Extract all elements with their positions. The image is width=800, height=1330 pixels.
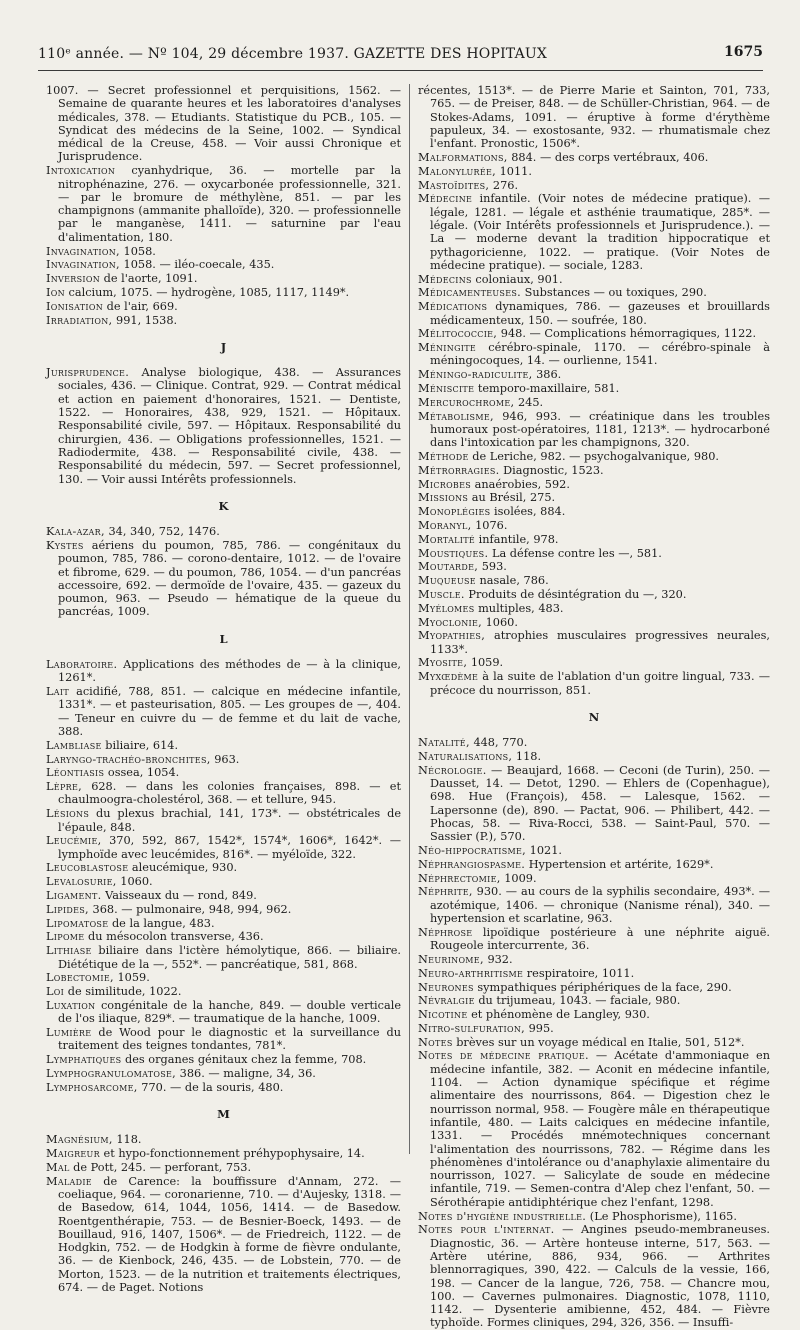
- entry-headword: Naturalisations,: [418, 749, 513, 763]
- index-entry: [418, 1210, 770, 1223]
- index-entry: [418, 629, 770, 656]
- entry-text: Hypertension et artérite, 1629*.: [528, 857, 714, 871]
- entry-text: de l'aorte, 1091.: [103, 272, 198, 286]
- entry-text: du mésocolon transverse, 436.: [88, 930, 264, 944]
- entry-headword: Méthode: [418, 450, 469, 464]
- entry-headword: Méniscite: [418, 382, 475, 396]
- entry-text: atrophies musculaires progressives neurales, 1133*.: [430, 629, 771, 656]
- index-entry: [46, 286, 401, 299]
- index-entry: [418, 616, 770, 629]
- index-entry: [418, 858, 770, 871]
- index-entry: [46, 944, 401, 971]
- entry-text: anaérobies, 592.: [474, 477, 570, 491]
- entry-headword: Magnésium,: [46, 1133, 113, 1147]
- index-entry: [46, 753, 401, 766]
- entry-text: des organes génitaux chez la femme, 708.: [125, 1053, 367, 1067]
- entry-text: 884. — des corps vertébraux, 406.: [511, 150, 709, 164]
- entry-headword: Néphrangiospasme.: [418, 857, 526, 871]
- entry-text: et hypo-fonctionnement préhypophysaire, 14.: [103, 1147, 365, 1161]
- index-entry: [46, 903, 401, 916]
- index-entry: [46, 245, 401, 258]
- entry-headword: Moustiques.: [418, 546, 489, 560]
- entry-text: — Beaujard, 1668. — Ceconi (de Turin), 250. — Dausset, 14. — Detot, 1290. — Ehlers de (Copenhague), 698. Hue (François), 458. — Lalesque, 1562. — Lapersonne (de), 890. — Pactat, 906. — Philibert, 442. — Phocas, 58. — Riva-Rocci, 538. — Saint-Paul, 570. — Sassier (P.), 570.: [430, 763, 770, 844]
- index-entry: [46, 1053, 401, 1066]
- entry-text: Analyse biologique, 438. — Assurances sociales, 436. — Clinique. Contrat, 929. — Contrat médical et action en paiement d'honoraires, 1521. — Dentiste, 1522. — Honoraires, 438, 929, 1521. — Hôpitaux. Responsabilité civile, 597. — Hôpitaux. Responsabilité du chirurgien, 436. — Obligations professionnelles, 1521. — Radiodermite, 438. — Responsabilité civile, 438. — Responsabilité du médecin, 597. — Secret professionnel, 130. — Voir aussi Intérêts professionnels.: [58, 366, 401, 486]
- index-entry: [46, 766, 401, 779]
- index-entry: [418, 736, 770, 749]
- entry-headword: Intoxication: [46, 164, 116, 178]
- index-entry: [46, 314, 401, 327]
- entry-headword: Myxœdème: [418, 670, 479, 684]
- entry-text: de Carence: la bouffissure d'Annam, 272. — coeliaque, 964. — coronarienne, 710. — d'Aujesky, 1318. — de Basedow, 614, 1044, 1056, 1414. — de Basedow. Roentgenthérapie, 753. — de Besnier-Boeck, 1493. — de Bouillaud, 916, 1407, 1506*. — de Friedreich, 1122. — de Hodgkin, 752. — de Hodgkin à forme de fièvre ondulante, 36. — de Kienbock, 246, 435. — de Lobstein, 770. — de Morton, 1523. — de la nutrition et traitements électriques, 674. — de Paget. Notions: [58, 1174, 402, 1295]
- entry-text: au Brésil, 275.: [471, 491, 556, 505]
- entry-text: 386. — maligne, 34, 36.: [179, 1066, 316, 1080]
- index-entry: [418, 368, 770, 381]
- entry-headword: Myopathies,: [418, 629, 486, 643]
- entry-text: 386.: [536, 368, 562, 382]
- header-issue-line: 110ᵉ année. — Nº 104, 29 décembre 1937. GAZETTE DES HOPITAUX: [38, 46, 548, 62]
- index-entry: [418, 1223, 770, 1329]
- entry-text: cérébro-spinale, 1170. — cérébro-spinale à méningocoques, 14. — ourlienne, 1541.: [430, 341, 770, 368]
- entry-text: infantile, 978.: [478, 532, 559, 546]
- entry-headword: Leucoblastose: [46, 861, 129, 875]
- entry-text: 34, 340, 752, 1476.: [108, 525, 220, 539]
- entry-headword: Lipomatose: [46, 916, 109, 930]
- entry-headword: Moranyl,: [418, 519, 472, 532]
- running-header: [38, 44, 763, 71]
- entry-text: 1021.: [529, 844, 562, 858]
- index-entry: [46, 834, 401, 861]
- entry-text: La défense contre les —, 581.: [491, 546, 662, 560]
- entry-headword: Lésions: [46, 807, 90, 821]
- entry-headword: Neurones: [418, 980, 474, 994]
- entry-headword: Kystes: [46, 538, 84, 552]
- entry-headword: Natalité,: [418, 736, 470, 750]
- entry-headword: Monoplégies: [418, 505, 491, 519]
- entry-text: 1076.: [475, 519, 508, 532]
- entry-text: cyanhydrique, 36. — mortelle par la nitrophénazine, 276. — oxycarbonée professionnelle, 321. — par le bromure de méthylène, 851. — par les champignons (ammanite phalloïde), 320. — professionnelle par le manganèse, 1411. — saturnine par l'eau d'alimentation, 180.: [58, 164, 402, 244]
- entry-text: aleucémique, 930.: [131, 861, 238, 875]
- section-letter: J: [220, 339, 227, 354]
- index-entry: [418, 179, 770, 192]
- index-entry: [418, 505, 770, 518]
- section-letter: K: [218, 498, 229, 513]
- entry-text: de la langue, 483.: [111, 916, 215, 930]
- entry-text: récentes, 1513*. — de Pierre Marie et Sainton, 701, 733, 765. — de Preiser, 848. — de Schüller-Christian, 964. — de Stokes-Adams, 1091. — éruptive à forme d'érythème papuleux, 34. — exostosante, 932. — rhumatismale chez l'enfant. Pronostic, 1506*.: [418, 84, 770, 151]
- entry-text: 930. — au cours de la syphilis secondaire, 493*. — azotémique, 1406. — chronique (Nanisme rénal), 340. — hypertension et scarlatine, 963.: [430, 885, 770, 926]
- entry-text: 118.: [116, 1133, 142, 1147]
- entry-headword: Maigreur: [46, 1147, 100, 1161]
- section-letter: L: [219, 631, 228, 646]
- entry-headword: Mastoïdites,: [418, 178, 490, 192]
- entry-text: 1009.: [504, 871, 537, 885]
- section-letter: N: [588, 709, 600, 724]
- index-entry: [418, 1049, 770, 1209]
- entry-headword: Lymphosarcome,: [46, 1080, 138, 1094]
- entry-text: — Angines pseudo-membraneuses. Diagnostic, 36. — Artère honteuse interne, 517, 563. — Artère utérine, 886, 934, 966. — Arthrites blennorragiques, 390, 422. — Calculs de la vessie, 166, 198. — Cancer de la langue, 726, 758. — Chancre mou, 100. — Cavernes pulmonaires. Diagnostic, 1078, 1110, 1142. — Dysenterie amibienne, 452, 484. — Fièvre typhoïde. Formes cliniques, 294, 326, 356. — Insuffi-: [430, 1223, 770, 1330]
- entry-text: congénitale de la hanche, 849. — double verticale de l'os iliaque, 829*. — traumatique de la hanche, 1009.: [58, 998, 402, 1026]
- entry-headword: Inversion: [46, 272, 101, 286]
- index-entry: [418, 1008, 770, 1021]
- entry-headword: Lait: [46, 685, 69, 699]
- entry-text: 948. — Complications hémorragiques, 1122.: [500, 327, 757, 341]
- index-entry: [418, 1036, 770, 1049]
- index-entry: [418, 273, 770, 286]
- column-divider: [409, 84, 410, 1154]
- index-entry: [418, 382, 770, 395]
- entry-text: 1058. — iléo-coecale, 435.: [123, 258, 275, 272]
- entry-headword: Neurinome,: [418, 952, 484, 966]
- entry-headword: Laryngo-trachéo-bronchites,: [46, 752, 211, 766]
- index-entry: [418, 478, 770, 491]
- entry-headword: Mélitococcie,: [418, 327, 498, 341]
- entry-headword: Malonylurée,: [418, 164, 497, 178]
- entry-text: 448, 770.: [473, 736, 528, 750]
- index-entry: [46, 84, 401, 164]
- index-entry: [46, 300, 401, 313]
- index-entry: [418, 192, 770, 272]
- entry-headword: Mercurochrome,: [418, 395, 515, 409]
- entry-headword: Lobectomie,: [46, 971, 114, 985]
- entry-text: 1058.: [123, 244, 156, 258]
- entry-headword: Notes d'hygiène industrielle.: [418, 1209, 587, 1223]
- entry-text: biliaire dans l'ictère hémolytique, 866. — biliaire. Diététique de la —, 552*. — pancréatique, 581, 868.: [58, 944, 401, 971]
- index-entry: [418, 464, 770, 477]
- index-entry: [418, 165, 770, 178]
- index-entry: [418, 410, 770, 450]
- entry-headword: Lambliase: [46, 738, 102, 752]
- index-entry: [418, 533, 770, 546]
- index-entry: [46, 861, 401, 874]
- entry-text: multiples, 483.: [478, 601, 564, 615]
- index-entry: [46, 971, 401, 984]
- index-entry: [418, 953, 770, 966]
- entry-headword: Muscle.: [418, 587, 465, 601]
- index-entry: [46, 539, 401, 619]
- entry-text: 770. — de la souris, 480.: [141, 1080, 284, 1094]
- entry-text: 245.: [517, 395, 544, 409]
- index-entry: [418, 981, 770, 994]
- entry-text: nasale, 786.: [479, 574, 549, 588]
- index-entry: [46, 917, 401, 930]
- page-number: 1675: [724, 44, 763, 60]
- entry-text: 1059.: [470, 656, 504, 670]
- entry-headword: Léontiasis: [46, 766, 105, 780]
- index-entry: [46, 875, 401, 888]
- entry-headword: Nécrologie.: [418, 763, 487, 777]
- index-entry: [46, 1133, 401, 1146]
- index-entry: [418, 341, 770, 368]
- entry-headword: Invagination,: [46, 258, 120, 272]
- entry-headword: Notes de médecine pratique.: [418, 1049, 589, 1063]
- entry-headword: Lèpre,: [46, 780, 82, 794]
- entry-text: lipoïdique postérieure à une néphrite aiguë. Rougeole intercurrente, 36.: [430, 925, 770, 953]
- index-entry: [418, 574, 770, 587]
- entry-text: Vaisseaux du — rond, 849.: [105, 889, 257, 903]
- entry-headword: Néphrectomie,: [418, 871, 501, 885]
- entry-headword: Néphrose: [418, 925, 473, 939]
- entry-text: infantile. (Voir notes de médecine pratique). — légale, 1281. — légale et asthénie traumatique, 285*. — légale. (Voir Intérêts professionnels et Jurisprudence.). — La — moderne devant la tradition hippocratique et pythagoricienne, 1022. — pratique. (Voir Notes de médecine pratique). — sociale, 1283.: [430, 192, 770, 272]
- entry-headword: Métrorragies.: [418, 463, 500, 477]
- entry-text: biliaire, 614.: [105, 738, 179, 752]
- entry-text: 1007. — Secret professionnel et perquisitions, 1562. — Semaine de quarante heures et les laboratoires d'analyses médicales, 378. — Etudiants. Statistique du PCB., 105. — Syndicat des médecins de la Seine, 1002. — Syndical médical de la Creuse, 458. — Voir aussi Chronique et Jurisprudence.: [46, 84, 401, 164]
- entry-text: 628. — dans les colonies françaises, 898. — et chaulmoogra-cholestérol, 368. — et tellure, 945.: [58, 780, 402, 807]
- index-entry: [418, 450, 770, 463]
- entry-headword: Néphrite,: [418, 885, 473, 899]
- entry-text: — Acétate d'ammoniaque en médecine infantile, 382. — Aconit en médecine infantile, 1104. — Action dynamique spécifique et régime alimentaire des nourrissons, 864. — Digestion chez le nourrisson normal, 958. — Fougère mâle en thérapeutique infantile, 480. — Laits calciques en médecine infantile, 1331. — Procédés mnémotechniques concernant l'alimentation des nourrissons, 782. — Régime dans les phénomènes d'intolérance ou d'anaphylaxie alimentaire du nourrisson, 1027. — Salicylate de soude en médecine infantile, 719. — Semen-contra d'Alep chez l'enfant, 50. — Sérothérapie antidiphtérique chez l'enfant, 1298.: [430, 1049, 770, 1209]
- entry-text: aériens du poumon, 785, 786. — congénitaux du poumon, 785, 786. — corono-dentaire, 1012. — de l'ovaire et fibrome, 629. — du poumon, 786, 1054. — d'un pancréas accessoire, 692. — dermoïde de l'ovaire, 435. — gazeux du poumon, 963. — Pseudo — hématique de la queue du pancréas, 1009.: [58, 538, 401, 619]
- entry-headword: Kala-azar,: [46, 525, 105, 539]
- index-entry: [46, 930, 401, 943]
- entry-text: du trijumeau, 1043. — faciale, 980.: [478, 994, 681, 1008]
- index-entry: [418, 885, 770, 925]
- entry-headword: Médications: [418, 300, 488, 314]
- index-entry: [46, 658, 401, 685]
- entry-text: de Pott, 245. — perforant, 753.: [73, 1160, 252, 1174]
- index-entry: [418, 560, 770, 573]
- section-letter: M: [217, 1106, 230, 1121]
- entry-text: brèves sur un voyage médical en Italie, 501, 512*.: [456, 1035, 745, 1049]
- index-entry: [418, 396, 770, 409]
- index-entry: [418, 967, 770, 980]
- index-entry: [46, 1175, 401, 1295]
- entry-text: 368. — pulmonaire, 948, 994, 962.: [92, 902, 292, 916]
- entry-text: de Wood pour le diagnostic et la surveillance du traitement des teignes tondantes, 781*.: [58, 1026, 402, 1053]
- index-entry: [418, 872, 770, 885]
- entry-headword: Missions: [418, 491, 469, 505]
- entry-headword: Lithiase: [46, 944, 92, 958]
- entry-text: 932.: [487, 952, 513, 966]
- entry-headword: Métabolisme,: [418, 409, 494, 423]
- entry-headword: Jurisprudence.: [46, 366, 130, 380]
- entry-headword: Lymphogranulomatose,: [46, 1066, 177, 1080]
- index-entry: [46, 1081, 401, 1094]
- entry-text: Diagnostic, 1523.: [503, 463, 604, 477]
- entry-text: 118.: [515, 749, 542, 763]
- entry-text: à la suite de l'ablation d'un goitre lingual, 733. — précoce du nourrisson, 851.: [430, 670, 770, 697]
- index-entry: [418, 547, 770, 560]
- entry-text: 370, 592, 867, 1542*, 1574*, 1606*, 1642*. — lymphoïde avec leucémides, 816*. — myéloïde, 322.: [58, 834, 401, 861]
- index-entry: [46, 685, 401, 738]
- index-entry: [418, 602, 770, 615]
- entry-headword: Luxation: [46, 998, 96, 1012]
- index-column-right: [418, 84, 771, 1330]
- index-entry: [418, 84, 770, 150]
- entry-headword: Lymphatiques: [46, 1053, 122, 1067]
- entry-text: respiratoire, 1011.: [526, 966, 635, 980]
- entry-headword: Myosite,: [418, 656, 468, 670]
- index-entry: [46, 258, 401, 271]
- entry-headword: Mortalité: [418, 532, 476, 546]
- index-entry: [418, 491, 770, 504]
- index-entry: [418, 327, 770, 340]
- entry-headword: Nitro-sulfuration,: [418, 1021, 526, 1035]
- entry-headword: Mal: [46, 1160, 70, 1174]
- index-entry: [46, 807, 401, 834]
- index-entry: [418, 764, 770, 844]
- entry-headword: Neuro-arthritisme: [418, 966, 524, 980]
- entry-headword: Notes pour l'internat.: [418, 1223, 555, 1237]
- entry-headword: Myoclonie,: [418, 615, 482, 629]
- entry-headword: Irradiation,: [46, 313, 113, 327]
- entry-text: et phénomène de Langley, 930.: [471, 1008, 650, 1022]
- index-entry: [46, 272, 401, 285]
- index-entry: [418, 844, 770, 857]
- entry-headword: Muqueuse: [418, 574, 476, 588]
- entry-headword: Maladie: [46, 1174, 92, 1188]
- entry-text: ossea, 1054.: [107, 766, 180, 780]
- entry-text: 1059.: [117, 971, 150, 985]
- entry-text: 946, 993. — créatinique dans les troubles humoraux post-opératoires, 1181, 1213*. — hydrocarboné dans l'intoxication par les champignons, 320.: [430, 409, 771, 450]
- index-entry: [46, 985, 401, 998]
- entry-headword: Néo-hippocratisme,: [418, 844, 527, 858]
- entry-headword: Lipome: [46, 930, 85, 944]
- entry-text: 1011.: [499, 164, 532, 178]
- index-entry: [418, 656, 770, 669]
- index-entry: [418, 519, 770, 532]
- entry-text: Produits de désintégration du —, 320.: [468, 587, 687, 601]
- index-entry: [418, 151, 770, 164]
- entry-headword: Laboratoire.: [46, 657, 118, 671]
- entry-text: Substances — ou toxiques, 290.: [524, 286, 707, 300]
- entry-text: 276.: [492, 178, 519, 192]
- entry-text: sympathiques périphériques de la face, 290.: [477, 980, 732, 994]
- entry-text: calcium, 1075. — hydrogène, 1085, 1117, 1149*.: [68, 285, 350, 299]
- entry-text: Applications des méthodes de — à la clinique, 1261*.: [58, 657, 401, 685]
- entry-headword: Microbes: [418, 477, 472, 491]
- entry-headword: Malformations,: [418, 150, 508, 164]
- index-entry: [46, 739, 401, 752]
- index-entry: [46, 366, 401, 486]
- index-entry: [418, 1022, 770, 1035]
- entry-headword: Lipides,: [46, 902, 89, 916]
- entry-headword: Méningo-radiculite,: [418, 368, 533, 382]
- index-entry: [46, 1067, 401, 1080]
- entry-headword: Médicamenteuses.: [418, 286, 522, 300]
- entry-headword: Leucémie,: [46, 834, 102, 848]
- index-entry: [418, 926, 770, 953]
- entry-text: coloniaux, 901.: [475, 272, 563, 286]
- entry-text: dynamiques, 786. — gazeuses et brouillards médicamenteux, 150. — soufrée, 180.: [430, 300, 770, 327]
- entry-text: temporo-maxillaire, 581.: [477, 382, 620, 396]
- entry-text: 995.: [528, 1021, 554, 1035]
- entry-headword: Névralgie: [418, 994, 475, 1008]
- index-entry: [418, 300, 770, 327]
- entry-headword: Notes: [418, 1035, 453, 1049]
- index-entry: [46, 889, 401, 902]
- entry-headword: Méningite: [418, 341, 476, 355]
- index-entry: [418, 670, 770, 697]
- index-entry: [418, 286, 770, 299]
- index-entry: [46, 780, 401, 807]
- entry-headword: Lumière: [46, 1026, 92, 1039]
- entry-text: 1060.: [120, 875, 153, 889]
- index-entry: [46, 164, 401, 244]
- index-entry: [46, 1161, 401, 1174]
- index-entry: [46, 1026, 401, 1053]
- index-entry: [46, 525, 401, 538]
- entry-headword: Médecins: [418, 272, 472, 286]
- entry-headword: Ligament.: [46, 889, 102, 903]
- entry-text: de similitude, 1022.: [67, 985, 182, 999]
- entry-text: 593.: [481, 560, 507, 574]
- entry-text: du plexus brachial, 141, 173*. — obstétricales de l'épaule, 848.: [58, 807, 402, 834]
- index-entry: [46, 999, 401, 1026]
- entry-text: de Leriche, 982. — psychogalvanique, 980.: [472, 450, 719, 464]
- entry-text: de l'air, 669.: [106, 299, 178, 313]
- index-entry: [418, 750, 770, 763]
- entry-headword: Nicotine: [418, 1008, 468, 1022]
- entry-headword: Ionisation: [46, 299, 104, 313]
- entry-headword: Moutarde,: [418, 560, 479, 574]
- index-column-left: [46, 84, 402, 1295]
- entry-headword: Myélomes: [418, 601, 475, 615]
- entry-headword: Invagination,: [46, 244, 120, 258]
- entry-text: 991, 1538.: [116, 313, 178, 327]
- entry-text: (Le Phosphorisme), 1165.: [589, 1209, 737, 1223]
- entry-headword: Médecine: [418, 192, 473, 206]
- entry-headword: Loi: [46, 985, 65, 999]
- entry-text: acidifié, 788, 851. — calcique en médecine infantile, 1331*. — et pasteurisation, 805. — Les groupes de —, 404. — Teneur en cuivre du — de femme et du lait de vache, 388.: [58, 685, 401, 738]
- index-entry: [46, 1147, 401, 1160]
- entry-text: isolées, 884.: [493, 505, 566, 519]
- entry-text: 963.: [214, 752, 240, 766]
- index-entry: [418, 588, 770, 601]
- entry-text: 1060.: [485, 615, 518, 629]
- entry-headword: Ion: [46, 285, 65, 299]
- entry-headword: Levalosurie,: [46, 875, 117, 889]
- index-entry: [418, 994, 770, 1007]
